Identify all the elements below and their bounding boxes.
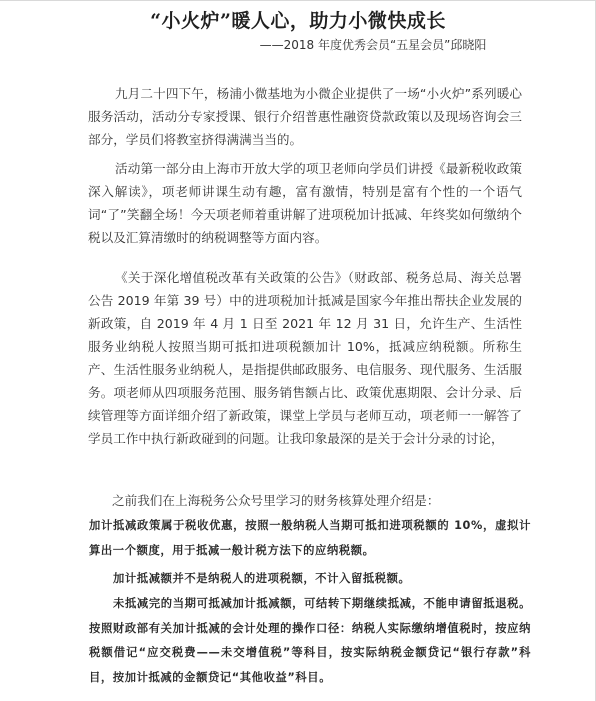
bold-paragraph-3: 未抵减完的当期可抵减加计抵减额，可结转下期继续抵减，不能申请留抵退税。按照财政部有关加计抵减的会计处理的操作口径：纳税人实际缴纳增值税时，按应纳税额借记“应交税费——未交增值税”等科目，按实际纳税金额贷记“银行存款”科目，按加计抵减的金额贷记“其他收益”科目。: [89, 597, 531, 684]
intro-line: 之前我们在上海税务公众号里学习的财务核算处理介绍是：: [112, 493, 440, 508]
article-title: “小火炉”暖人心，助力小微快成长: [150, 10, 446, 32]
bold-paragraph-1: 加计抵减政策属于税收优惠，按照一般纳税人当期可抵扣进项税额的 10%，虚拟计算出一个额度，用于抵减一般计税方法下的应纳税额。: [89, 519, 531, 557]
body-paragraph-3: 《关于深化增值税改革有关政策的公告》（财政部、税务总局、海关总署公告 2019 年第 39 号）中的进项税加计抵减是国家今年推出帮扶企业发展的新政策，自 2019 年 4 月 1 日至 2021 年 12 月 31 日，允许生产、生活性服务业纳税人按照当期可抵扣进项税额加计 10%，抵减应纳税额。所称生产、生活性服务业纳税人，是指提供邮政服务、电信服务、现代服务、生活服务。项老师从四项服务范围、服务销售额占比、政策优惠期限、会计分录、后续管理等方面详细介绍了新政策，课堂上学员与老师互动，项老师一一解答了学员工作中执行新政碰到的问题。让我印象最深的是关于会计分录的讨论，: [88, 270, 522, 446]
body-paragraph-2: 活动第一部分由上海市开放大学的项卫老师向学员们讲授《最新税收政策深入解读》，项老师讲课生动有趣，富有激情，特别是富有个性的一个语气词“了”笑翻全场！今天项老师着重讲解了进项税加计抵减、年终奖如何缴纳个税以及汇算清缴时的纳税调整等方面内容。: [88, 161, 522, 245]
article-byline: ——2018 年度优秀会员“五星会员”邱晓阳: [259, 38, 487, 52]
page-border-top: [0, 0, 596, 1]
bold-paragraph-2: 加计抵减额并不是纳税人的进项税额，不计入留抵税额。: [113, 572, 411, 585]
body-paragraph-1: 九月二十四下午，杨浦小微基地为小微企业提供了一场“小火炉”系列暖心服务活动，活动分专家授课、银行介绍普惠性融资贷款政策以及现场咨询会三部分，学员们将教室挤得满满当当的。: [88, 86, 522, 147]
